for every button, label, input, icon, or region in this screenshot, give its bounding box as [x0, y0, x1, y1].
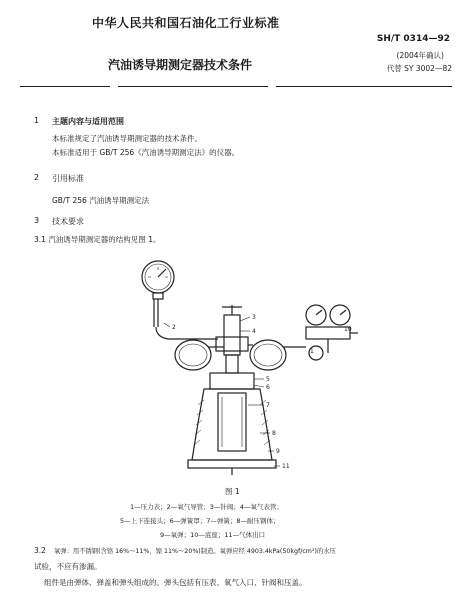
callout-label: 8 [272, 430, 276, 437]
replaces-note: 代替 SY 3002—82 [386, 64, 452, 73]
section-1-paragraph-1: 本标准规定了汽油诱导期测定器的技术条件。 [52, 134, 202, 143]
clause-3-2-number: 3.2 [34, 546, 46, 555]
figure-legend-line-3: 9—氧弹；10—底座；11—气体出口 [160, 531, 266, 539]
header-rule-right [276, 86, 452, 87]
section-2-reference: GB/T 256 汽油诱导期测定法 [52, 196, 150, 205]
section-3-title: 技术要求 [52, 217, 84, 226]
callout-label: 4 [252, 328, 256, 335]
figure-caption: 图 1 [225, 487, 240, 496]
header-rule-mid [118, 86, 268, 87]
callout-label: 2 [172, 324, 176, 331]
header-rule-left [20, 86, 110, 87]
figure-legend-line-1: 1—压力表；2—氧气导管；3—针阀；4—氧气表管； [130, 503, 284, 511]
callout-label: 7 [266, 402, 270, 409]
section-3-number: 3 [34, 216, 40, 225]
callout-label: 10 [344, 326, 352, 333]
clause-3-2-line-3: 组件是由弹体、弹盖和弹头组成的。弹头包括有压表、氧气入口、针阀和压盖。 [44, 578, 307, 587]
oxygen-pipe-right [248, 340, 306, 370]
standard-header: 中华人民共和国石油化工行业标准 [92, 16, 280, 30]
callout-label: 3 [252, 314, 256, 321]
callout-label: 6 [266, 384, 270, 391]
section-2-title: 引用标准 [52, 174, 84, 183]
callout-label: 9 [276, 448, 280, 455]
oxygen-bomb-body [188, 373, 276, 475]
pressure-gauge [142, 261, 174, 327]
section-1-paragraph-2: 本标准适用于 GB/T 256《汽油诱导期测定法》的仪器。 [52, 148, 240, 157]
figure-legend-line-2: 5—上下连接头；6—弹簧罩；7—弹簧；8—耐压钢体； [120, 517, 280, 525]
clause-3-2-line-2: 试验，不应有渗漏。 [34, 562, 102, 571]
callout-label: 5 [266, 376, 270, 383]
clause-3-2-line-1: 氧弹：用不锈钢(含铬 16%～11%，镍 11%～20%)制造。氧弹应经 4903.4kPa(50kgf/cm²)的水压 [54, 548, 336, 555]
section-2-number: 2 [34, 173, 40, 182]
oxygen-pipe-left [156, 327, 224, 370]
standard-code: SH/T 0314—92 [376, 34, 450, 44]
edition-note: (2004年确认) [396, 51, 444, 60]
section-1-title: 主题内容与适用范围 [52, 117, 124, 126]
section-3-1: 3.1 汽油诱导期测定器的结构见图 1。 [34, 235, 161, 244]
section-1-number: 1 [34, 116, 40, 125]
document-title: 汽油诱导期测定器技术条件 [108, 58, 253, 72]
apparatus-drawing [118, 255, 358, 477]
needle-valve [216, 305, 248, 373]
callout-label: 1 [310, 348, 314, 355]
callout-label: 11 [282, 463, 290, 470]
